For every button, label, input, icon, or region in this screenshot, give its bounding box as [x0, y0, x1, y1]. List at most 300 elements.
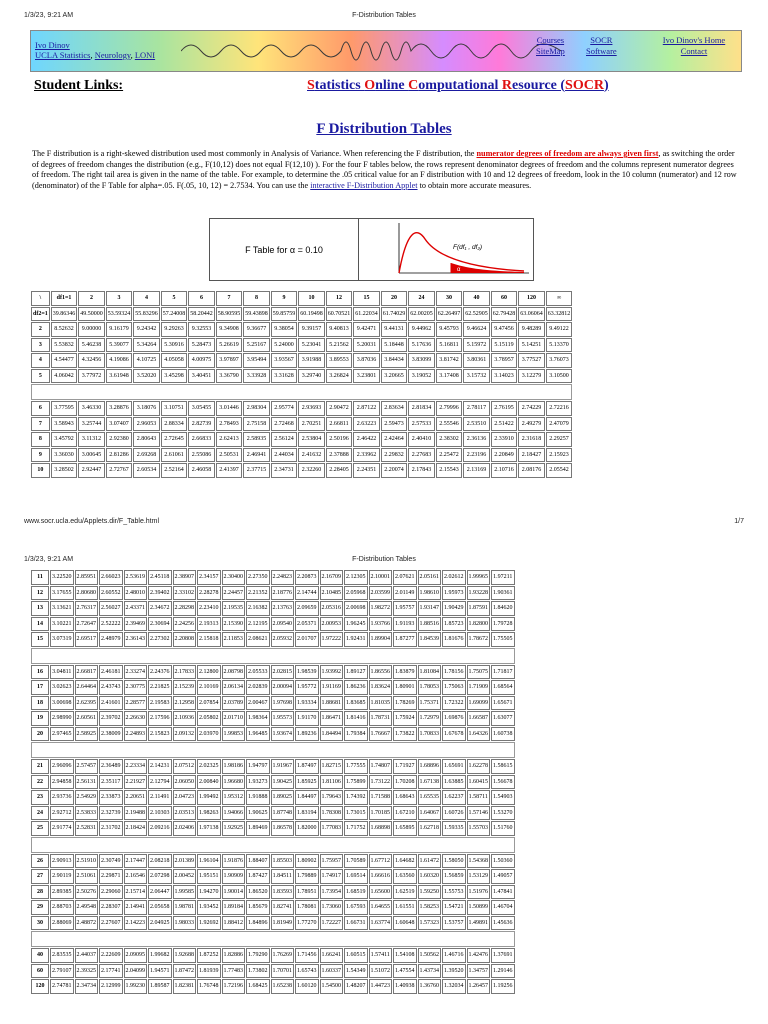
table-cell: 1.56859	[442, 869, 466, 884]
table-cell: 1.96104	[197, 854, 221, 869]
table-cell: 1.78951	[295, 885, 319, 900]
column-header: 30	[436, 291, 463, 306]
table-cell: 1.82000	[295, 821, 319, 836]
table-cell: 1.76667	[369, 727, 393, 742]
table-row	[31, 727, 515, 742]
table-cell: 1.86471	[320, 711, 344, 726]
table-cell: 1.75063	[442, 680, 466, 695]
table-row	[31, 916, 515, 931]
table-cell: 1.87591	[467, 601, 491, 616]
table-cell: 2.72767	[106, 463, 133, 478]
table-row	[31, 680, 515, 695]
table-cell: 2.56131	[75, 775, 99, 790]
table-cell: 2.13763	[271, 601, 295, 616]
table-cell: 2.30694	[148, 617, 172, 632]
table-cell: 1.60648	[393, 916, 417, 931]
table-cell: 2.04723	[173, 790, 197, 805]
table-cell: 1.99492	[197, 790, 221, 805]
table-cell: 2.16382	[246, 601, 270, 616]
ivo-dinov-link[interactable]: Ivo Dinov	[35, 40, 70, 50]
table-cell: 1.50899	[467, 900, 491, 915]
table-cell: 2.08798	[222, 665, 246, 680]
table-cell: 1.83624	[369, 680, 393, 695]
table-cell: 2.43743	[99, 680, 123, 695]
table-cell: 1.70185	[369, 806, 393, 821]
table-cell: 1.37691	[491, 948, 515, 963]
table-cell: 2.07854	[197, 696, 221, 711]
table-cell: 2.90119	[50, 869, 74, 884]
table-cell: 3.28876	[106, 401, 133, 416]
page-title: F Distribution Tables	[316, 121, 452, 137]
table-cell: 1.73015	[344, 806, 368, 821]
table-cell: 2.66023	[99, 570, 123, 585]
table-cell: 3.89553	[326, 353, 353, 368]
table-cell: 2.34157	[197, 570, 221, 585]
table-cell: 2.66833	[188, 432, 215, 447]
row-header: 7	[31, 417, 50, 432]
column-header: 3	[106, 291, 133, 306]
table-cell: 2.36143	[124, 632, 148, 647]
table-cell: 1.79290	[246, 948, 270, 963]
table-cell: 2.56027	[99, 601, 123, 616]
table-cell: 9.29263	[161, 322, 188, 337]
table-cell: 1.58615	[491, 759, 515, 774]
loni-link[interactable]: LONI	[134, 50, 156, 60]
table-cell: 1.99585	[173, 885, 197, 900]
print-header-1	[24, 12, 744, 19]
table-cell: 9.45793	[436, 322, 463, 337]
table-cell: 1.93273	[246, 775, 270, 790]
table-cell: 2.33873	[99, 790, 123, 805]
table-cell: 1.47554	[393, 964, 417, 979]
table-cell: 3.26824	[326, 369, 353, 384]
home-link[interactable]: Ivo Dinov's Home	[662, 35, 726, 45]
table-cell: 2.46941	[243, 448, 270, 463]
table-cell: 1.72227	[320, 916, 344, 931]
table-cell: 1.97211	[491, 570, 515, 585]
table-cell: 1.49057	[491, 869, 515, 884]
table-cell: 8.52632	[51, 322, 78, 337]
table-cell: 1.67712	[369, 854, 393, 869]
table-cell: 1.78081	[295, 900, 319, 915]
sitemap-link[interactable]: SiteMap	[536, 46, 565, 56]
table-cell: 3.18076	[133, 401, 160, 416]
table-cell: 2.58925	[75, 727, 99, 742]
table-cell: 3.95494	[243, 353, 270, 368]
table-cell: 1.32034	[442, 979, 466, 994]
table-cell: 1.75371	[418, 696, 442, 711]
f-curve-graphic	[359, 219, 533, 280]
table-cell: 1.81676	[442, 632, 466, 647]
table-cell: 1.70589	[344, 854, 368, 869]
table-cell: 1.97138	[197, 821, 221, 836]
table-cell: 5.20031	[353, 338, 380, 353]
table-cell: 2.19488	[124, 806, 148, 821]
table-cell: 5.23041	[298, 338, 325, 353]
table-cell: 1.64326	[467, 727, 491, 742]
row-header: 12	[31, 586, 49, 601]
table-cell: 2.24376	[148, 665, 172, 680]
table-cell: 5.13370	[546, 338, 573, 353]
table-cell: 2.27350	[246, 570, 270, 585]
table-cell: 1.55753	[442, 885, 466, 900]
courses-link[interactable]: Courses	[536, 35, 565, 45]
banner-home	[649, 35, 739, 57]
table-cell: 2.53619	[124, 570, 148, 585]
table-cell: 2.57457	[75, 759, 99, 774]
applet-link[interactable]: interactive F-Distribution Applet	[310, 180, 418, 190]
table-cell: 1.98610	[418, 586, 442, 601]
table-cell: 2.74229	[518, 401, 545, 416]
table-cell: 2.15823	[148, 727, 172, 742]
table-cell: 2.05542	[546, 463, 573, 478]
table-cell: 1.65535	[418, 790, 442, 805]
table-cell: 5.34264	[133, 338, 160, 353]
table-cell: 2.74781	[50, 979, 74, 994]
table-cell: 1.82800	[467, 617, 491, 632]
table-cell: 1.62519	[393, 885, 417, 900]
table-cell: 2.80680	[75, 586, 99, 601]
table-cell: 1.36760	[418, 979, 442, 994]
separator-row	[31, 648, 515, 664]
table-cell: 2.48979	[99, 632, 123, 647]
table-cell: 2.10001	[369, 570, 393, 585]
column-header: 4	[133, 291, 160, 306]
table-cell: 2.80643	[133, 432, 160, 447]
row-header: 30	[31, 916, 49, 931]
table-cell: 2.72216	[546, 401, 573, 416]
table-cell: 5.21562	[326, 338, 353, 353]
table-cell: 2.95774	[271, 401, 298, 416]
table-cell: 1.65238	[271, 979, 295, 994]
table-cell: 2.11853	[222, 632, 246, 647]
table-cell: 2.23410	[197, 601, 221, 616]
table-cell: 2.15923	[546, 448, 573, 463]
table-cell: 5.30916	[161, 338, 188, 353]
table-cell: 3.11312	[78, 432, 105, 447]
print-timestamp-2: 1/3/23, 9:21 AM	[24, 556, 74, 563]
table-cell: 3.13621	[50, 601, 74, 616]
table-cell: 2.46058	[188, 463, 215, 478]
table-cell: 1.49891	[467, 916, 491, 931]
table-cell: 1.91170	[295, 711, 319, 726]
table-cell: 1.45636	[491, 916, 515, 931]
table-row	[31, 570, 515, 585]
table-cell: 1.62278	[467, 759, 491, 774]
table-cell: 4.00975	[188, 353, 215, 368]
table-row	[31, 448, 572, 463]
table-cell: 3.20665	[381, 369, 408, 384]
table-cell: 2.02406	[173, 821, 197, 836]
table-cell: 2.83535	[50, 948, 74, 963]
table-cell: 2.01389	[173, 854, 197, 869]
row-header: 3	[31, 338, 50, 353]
table-cell: 1.92688	[173, 948, 197, 963]
table-cell: 1.62237	[442, 790, 466, 805]
table-cell: 2.27683	[408, 448, 435, 463]
table-cell: 1.78672	[467, 632, 491, 647]
table-cell: 1.66616	[369, 869, 393, 884]
table-cell: 2.27607	[99, 916, 123, 931]
table-cell: 1.75924	[393, 711, 417, 726]
table-cell: 2.25472	[436, 448, 463, 463]
table-cell: 9.38054	[271, 322, 298, 337]
row-header: 28	[31, 885, 49, 900]
table-cell: 3.12279	[518, 369, 545, 384]
table-cell: 2.54929	[75, 790, 99, 805]
table-cell: 1.60726	[442, 806, 466, 821]
table-cell: 2.57533	[408, 417, 435, 432]
table-row	[31, 900, 515, 915]
table-cell: 2.19583	[148, 696, 172, 711]
table-cell: 2.38009	[99, 727, 123, 742]
table-cell: 9.49122	[546, 322, 573, 337]
table-cell: 1.93228	[467, 586, 491, 601]
table-row	[31, 338, 572, 353]
table-cell: 58.20442	[188, 307, 215, 322]
table-cell: 2.76195	[491, 401, 518, 416]
table-cell: 2.29871	[99, 869, 123, 884]
table-cell: 2.02612	[442, 570, 466, 585]
table-cell: 62.52905	[463, 307, 490, 322]
table-cell: 2.31618	[518, 432, 545, 447]
row-header: 29	[31, 900, 49, 915]
table-cell: 2.05161	[418, 570, 442, 585]
table-cell: 2.46422	[353, 432, 380, 447]
table-cell: 2.72647	[75, 617, 99, 632]
table-cell: 1.83879	[393, 665, 417, 680]
table-cell: 2.48872	[75, 916, 99, 931]
table-cell: 1.50562	[418, 948, 442, 963]
table-cell: 2.44037	[75, 948, 99, 963]
software-link[interactable]: Software	[586, 46, 617, 56]
table-cell: 1.68898	[369, 821, 393, 836]
table-cell: 1.90014	[222, 885, 246, 900]
table-cell: 1.43734	[418, 964, 442, 979]
table-cell: 9.48289	[518, 322, 545, 337]
table-cell: 2.50531	[216, 448, 243, 463]
column-header: \	[31, 291, 50, 306]
table-cell: 2.02325	[197, 759, 221, 774]
table-cell: 1.75957	[320, 854, 344, 869]
table-cell: 1.89469	[246, 821, 270, 836]
table-cell: 2.04925	[148, 916, 172, 931]
table-cell: 3.04811	[50, 665, 74, 680]
f-table-part2	[30, 569, 516, 995]
table-row	[31, 869, 515, 884]
table-cell: 1.98539	[295, 665, 319, 680]
table-cell: 9.24342	[133, 322, 160, 337]
table-cell: 1.93147	[418, 601, 442, 616]
alpha-label: α	[457, 267, 461, 273]
print-footer-1	[24, 518, 744, 525]
table-cell: 5.15119	[491, 338, 518, 353]
table-cell: 1.88516	[418, 617, 442, 632]
table-cell: 2.50276	[75, 885, 99, 900]
table-cell: 2.17741	[99, 964, 123, 979]
table-cell: 1.57146	[467, 806, 491, 821]
table-cell: 1.87472	[173, 964, 197, 979]
table-cell: 2.92380	[106, 432, 133, 447]
table-cell: 1.46704	[491, 900, 515, 915]
column-header: 40	[463, 291, 490, 306]
table-cell: 2.05371	[295, 617, 319, 632]
column-header: 12	[326, 291, 353, 306]
row-header: 15	[31, 632, 49, 647]
table-row	[31, 632, 515, 647]
table-cell: 2.60552	[99, 586, 123, 601]
ucla-statistics-link[interactable]: UCLA Statistics	[35, 50, 91, 60]
table-cell: 1.87427	[246, 869, 270, 884]
table-cell: 3.17655	[50, 586, 74, 601]
table-cell: 2.45118	[148, 570, 172, 585]
table-cell: 5.14251	[518, 338, 545, 353]
table-cell: 61.74029	[381, 307, 408, 322]
table-cell: 1.99965	[467, 570, 491, 585]
table-cell: 2.01707	[295, 632, 319, 647]
table-row	[31, 759, 515, 774]
column-header: 5	[161, 291, 188, 306]
table-cell: 1.47841	[491, 885, 515, 900]
table-cell: 2.49548	[75, 900, 99, 915]
table-cell: 1.91888	[246, 790, 270, 805]
table-cell: 3.10221	[50, 617, 74, 632]
table-cell: 2.18424	[124, 821, 148, 836]
table-cell: 2.96096	[50, 759, 74, 774]
table-cell: 2.61061	[161, 448, 188, 463]
table-cell: 1.94797	[246, 759, 270, 774]
table-cell: 2.24823	[271, 570, 295, 585]
table-cell: 2.05932	[271, 632, 295, 647]
table-cell: 2.23196	[463, 448, 490, 463]
table-cell: 1.71588	[369, 790, 393, 805]
table-cell: 1.55703	[467, 821, 491, 836]
table-cell: 3.00645	[78, 448, 105, 463]
table-cell: 1.64655	[369, 900, 393, 915]
table-cell: 2.58935	[243, 432, 270, 447]
table-cell: 1.78156	[442, 665, 466, 680]
table-cell: 2.23334	[124, 759, 148, 774]
table-cell: 1.98186	[222, 759, 246, 774]
student-links-heading[interactable]: Student Links:	[34, 78, 124, 93]
row-header: 10	[31, 463, 50, 478]
table-cell: 2.83634	[381, 401, 408, 416]
print-timestamp: 1/3/23, 9:21 AM	[24, 12, 74, 19]
socr-title-link[interactable]: Statistics Online Computational Resource (SOCR)	[307, 78, 609, 93]
table-cell: 2.36136	[463, 432, 490, 447]
column-header: 24	[408, 291, 435, 306]
table-cell: 1.60120	[295, 979, 319, 994]
table-cell: 3.52020	[133, 369, 160, 384]
table-row	[31, 854, 515, 869]
table-cell: 1.65600	[369, 885, 393, 900]
curve-label: F(df₁ , df₂)	[453, 244, 483, 251]
row-header: 8	[31, 432, 50, 447]
table-cell: 3.02623	[50, 680, 74, 695]
table-cell: 2.72468	[271, 417, 298, 432]
table-cell: 3.93567	[271, 353, 298, 368]
table-cell: 5.17636	[408, 338, 435, 353]
table-cell: 5.26619	[216, 338, 243, 353]
table-cell: 1.58711	[467, 790, 491, 805]
table-cell: 5.25167	[243, 338, 270, 353]
table-cell: 2.10716	[491, 463, 518, 478]
table-cell: 1.89127	[344, 665, 368, 680]
table-cell: 59.43898	[243, 307, 270, 322]
table-cell: 9.42471	[353, 322, 380, 337]
table-cell: 1.50360	[491, 854, 515, 869]
table-cell: 1.89236	[295, 727, 319, 742]
table-cell: 5.46238	[78, 338, 105, 353]
table-cell: 1.59335	[442, 821, 466, 836]
socr-link[interactable]: SOCR	[590, 35, 613, 45]
table-cell: 1.68425	[246, 979, 270, 994]
table-cell: 1.77270	[295, 916, 319, 931]
table-cell: 59.85759	[271, 307, 298, 322]
table-cell: 2.38907	[173, 570, 197, 585]
table-cell: 3.81742	[436, 353, 463, 368]
table-cell: 2.12800	[197, 665, 221, 680]
neurology-link[interactable]: Neurology	[94, 50, 131, 60]
table-cell: 1.91193	[393, 617, 417, 632]
table-cell: 3.33928	[243, 369, 270, 384]
table-cell: 1.85723	[442, 617, 466, 632]
table-cell: 2.12794	[148, 775, 172, 790]
table-cell: 1.86520	[246, 885, 270, 900]
table-cell: 1.51760	[491, 821, 515, 836]
table-cell: 62.26497	[436, 307, 463, 322]
table-row	[31, 601, 515, 616]
table-cell: 1.66241	[320, 948, 344, 963]
row-header: 5	[31, 369, 50, 384]
table-cell: 1.99682	[148, 948, 172, 963]
table-cell: 2.41601	[99, 696, 123, 711]
table-cell: 2.28278	[197, 586, 221, 601]
table-cell: 1.54721	[442, 900, 466, 915]
table-cell: 5.53832	[51, 338, 78, 353]
table-cell: 1.93334	[295, 696, 319, 711]
intro-paragraph: The F distribution is a right-skewed distribution used most commonly in Analysis of Variance. When referencing the F distribution, the numerator degrees of freedom are always given first, as switching the order of degrees of freedom changes the distribution (e.g., F(10,12) does not equal F(12,10) ). For the four F tables below, the rows represent denominator degrees of freedom and the columns represent numerator degrees of freedom. The right tail area is given in the name of the table. For example, to determine the .05 critical value for an F distribution with 10 and 12 degrees of freedom, look in the 10 column (numerator) and 12 row (denominator) of the F Table for alpha=.05. F(.05, 10, 12) = 2.7534. You can use the interactive F-Distribution Applet to obtain more accurate measures.	[32, 149, 737, 190]
table-cell: 1.64682	[393, 854, 417, 869]
table-cell: 2.03789	[222, 696, 246, 711]
table-cell: 3.77972	[78, 369, 105, 384]
table-cell: 2.00953	[320, 617, 344, 632]
row-header: 18	[31, 696, 49, 711]
table-cell: 1.89587	[148, 979, 172, 994]
table-cell: 2.55546	[436, 417, 463, 432]
table-cell: 1.83685	[344, 696, 368, 711]
table-cell: 2.03970	[197, 727, 221, 742]
table-header-row	[31, 291, 572, 306]
table-cell: 1.90425	[271, 775, 295, 790]
table-cell: 1.90625	[246, 806, 270, 821]
table-cell: 2.82739	[188, 417, 215, 432]
table-cell: 9.00000	[78, 322, 105, 337]
contact-link[interactable]: Contact	[680, 46, 708, 56]
table-cell: 3.19052	[408, 369, 435, 384]
table-cell: 1.71909	[467, 680, 491, 695]
table-cell: 1.54500	[320, 979, 344, 994]
table-cell: 2.46181	[99, 665, 123, 680]
table-cell: 5.16811	[436, 338, 463, 353]
table-cell: 2.53833	[75, 806, 99, 821]
table-cell: 60.70521	[326, 307, 353, 322]
table-cell: 1.97698	[271, 696, 295, 711]
table-cell: 1.67678	[442, 727, 466, 742]
table-cell: 2.09095	[124, 948, 148, 963]
table-cell: 1.68519	[344, 885, 368, 900]
table-cell: 2.12999	[99, 979, 123, 994]
